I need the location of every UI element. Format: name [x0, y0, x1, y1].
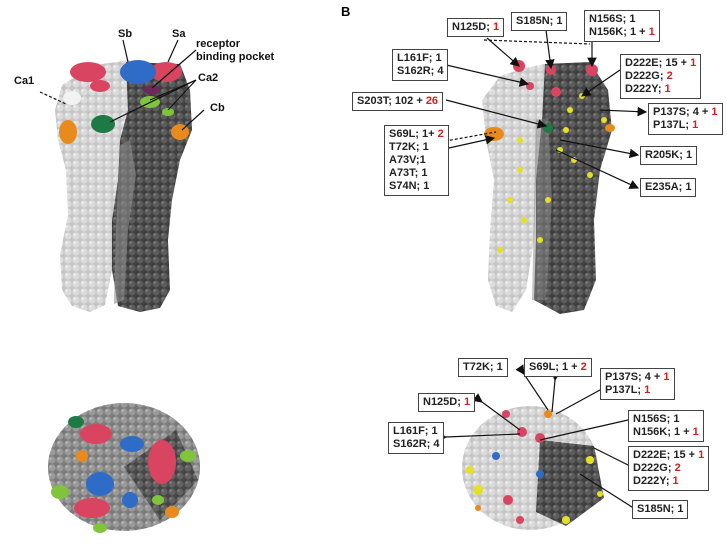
rbp-label-line1: receptor [196, 38, 241, 50]
top-box-l161-s162 [388, 422, 444, 454]
a73t-text: A73T; 1 [389, 167, 428, 179]
mutation-box-s69-s74 [384, 125, 449, 196]
top-p137l-red-count: 1 [644, 384, 651, 396]
top-d222g-red-count: 2 [674, 462, 681, 474]
mutation-box-l161-s162 [392, 49, 448, 81]
top-box-n156 [628, 410, 704, 442]
top-d222y-red-count: 1 [672, 475, 679, 487]
mutation-box-s203t [352, 92, 443, 111]
panel-a-side-structure [55, 60, 192, 312]
p137s-red-count: 1 [711, 106, 718, 118]
d222g-red-count: 2 [666, 70, 673, 82]
site-label-ca1: Ca1 [14, 75, 35, 87]
s162r-text: S162R; 4 [397, 65, 444, 77]
top-d222g-text: D222G; [633, 462, 675, 474]
p137l-text: P137L; [653, 119, 693, 131]
d222y-text: D222Y; [625, 83, 665, 95]
site-label-receptor-binding-pocket [196, 38, 274, 64]
s203t-red-count: 26 [425, 95, 439, 107]
a73v-text: A73V;1 [389, 154, 426, 166]
top-box-s69l [524, 358, 592, 377]
t72k-text: T72K; 1 [389, 141, 429, 153]
panel-b-side-structure [482, 60, 615, 314]
mutation-box-e235a: E235A; 1 [640, 178, 696, 197]
top-p137l-text: P137L; [605, 384, 645, 396]
top-n156k-text: N156K; 1 + [633, 426, 693, 438]
s203t-text: S203T; 102 + [357, 95, 426, 107]
s69l-red-count: 2 [437, 128, 444, 140]
panel-b-top-structure [462, 406, 604, 530]
site-label-cb: Cb [210, 102, 225, 114]
n156k-red-count: 1 [648, 26, 655, 38]
p137s-text: P137S; 4 + [653, 106, 712, 118]
d222y-red-count: 1 [664, 83, 671, 95]
site-label-ca2: Ca2 [198, 72, 219, 84]
n125d-text: N125D; [452, 21, 493, 33]
n125d-red-count: 1 [492, 21, 500, 33]
l161f-text: L161F; 1 [397, 52, 442, 64]
top-n156s-text: N156S; 1 [633, 413, 680, 425]
top-box-t72k: T72K; 1 [458, 358, 508, 377]
n156s-text: N156S; 1 [589, 13, 636, 25]
top-n125d-red-count: 1 [463, 396, 471, 408]
mutation-box-s185n: S185N; 1 [511, 12, 567, 31]
top-s69l-text: S69L; 1 + [529, 361, 581, 373]
panel-b-label: B [341, 4, 351, 19]
top-box-s185n: S185N; 1 [632, 500, 688, 519]
mutation-box-d222 [620, 54, 701, 99]
top-box-d222 [628, 446, 709, 491]
d222e-red-count: 1 [690, 57, 697, 69]
top-n125d-text: N125D; [423, 396, 464, 408]
top-s162r-text: S162R; 4 [393, 438, 440, 450]
s69l-text: S69L; 1+ [389, 128, 438, 140]
top-box-p137 [600, 368, 675, 400]
d222e-text: D222E; 15 + [625, 57, 691, 69]
top-box-n125d [418, 393, 475, 412]
top-n156k-red-count: 1 [692, 426, 699, 438]
site-label-sb: Sb [118, 28, 133, 40]
n156k-text: N156K; 1 + [589, 26, 649, 38]
top-s69l-red-count: 2 [580, 361, 587, 373]
s74n-text: S74N; 1 [389, 180, 430, 192]
mutation-box-r205k: R205K; 1 [640, 146, 697, 165]
panel-a-top-structure [48, 403, 200, 533]
d222g-text: D222G; [625, 70, 667, 82]
mutation-box-n125d [447, 18, 504, 37]
mutation-box-n156 [584, 10, 660, 42]
mutation-box-p137 [648, 103, 723, 135]
top-p137s-red-count: 1 [663, 371, 670, 383]
top-d222e-text: D222E; 15 + [633, 449, 699, 461]
top-p137s-text: P137S; 4 + [605, 371, 664, 383]
top-l161f-text: L161F; 1 [393, 425, 438, 437]
p137l-red-count: 1 [692, 119, 699, 131]
top-d222y-text: D222Y; [633, 475, 673, 487]
top-d222e-red-count: 1 [698, 449, 705, 461]
rbp-label-line2: binding pocket [196, 51, 275, 63]
site-label-sa: Sa [172, 28, 186, 40]
